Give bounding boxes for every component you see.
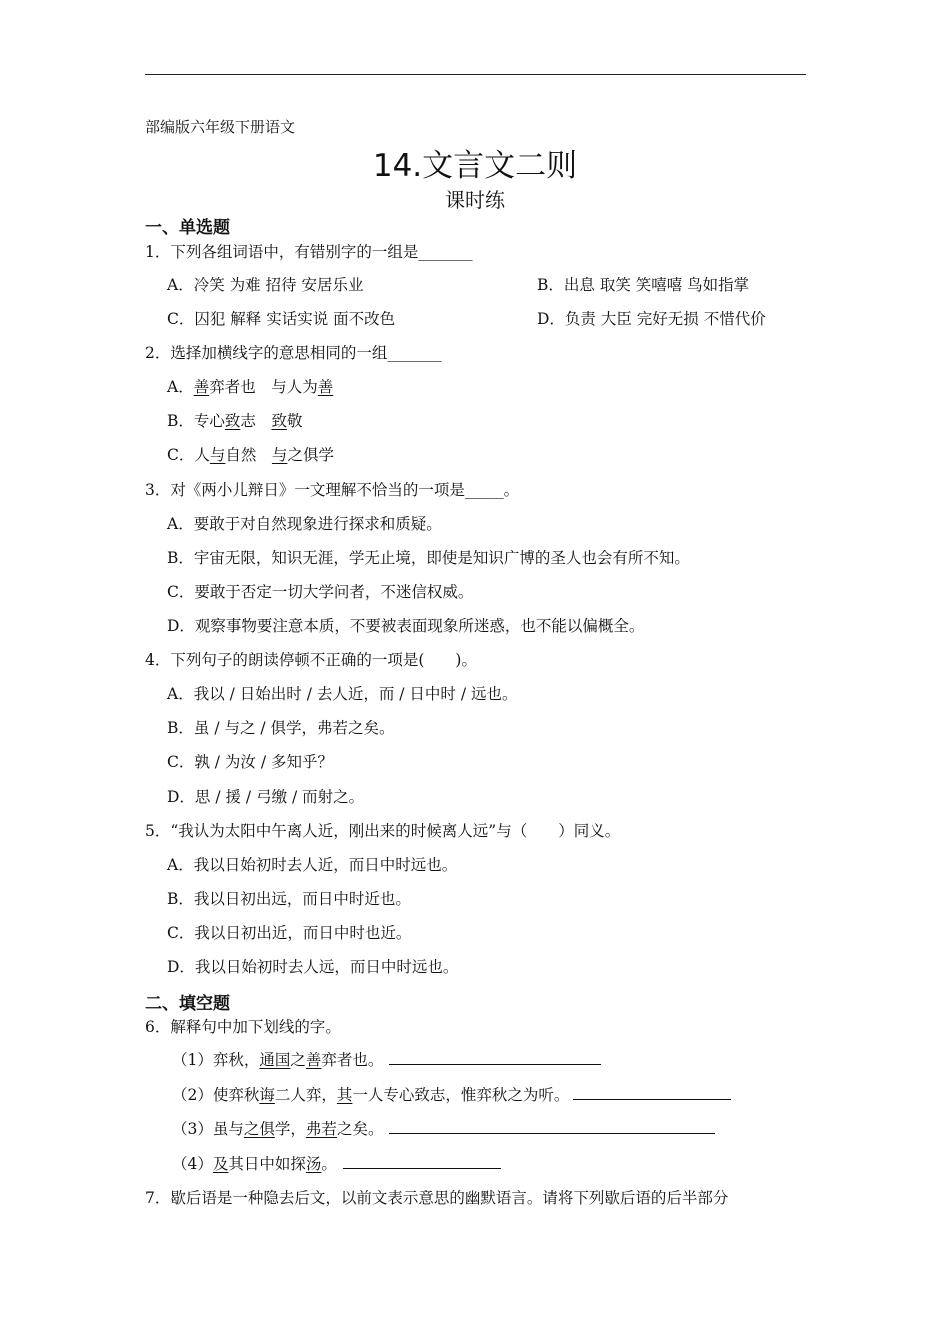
q4-option-c: C．孰 / 为汝 / 多知乎？ bbox=[167, 753, 334, 771]
underlined-char: 及 bbox=[212, 1155, 229, 1173]
q2-option-a bbox=[167, 375, 333, 397]
q3-option-d: D．观察事物要注意本质，不要被表面现象所迷惑，也不能以偏概全。 bbox=[167, 617, 645, 635]
q1-option-c: C．囚犯 解释 实话实说 面不改色 bbox=[167, 310, 396, 328]
option-text: 专心 bbox=[193, 412, 225, 430]
series-label: 部编版六年级下册语文 bbox=[145, 118, 296, 136]
answer-blank[interactable] bbox=[389, 1119, 715, 1134]
page-subtitle: 课时练 bbox=[445, 188, 505, 212]
underlined-char: 诲 bbox=[259, 1086, 275, 1104]
q2-option-c bbox=[167, 443, 334, 465]
question-7 bbox=[145, 1186, 728, 1208]
q3-option-c: C．要敢于否定一切大学问者，不迷信权威。 bbox=[167, 583, 474, 601]
q5-option-c: C．我以日初出近，而日中时也近。 bbox=[167, 924, 412, 942]
q6-item-2 bbox=[172, 1083, 731, 1105]
q3-option-b: B．宇宙无限，知识无涯，学无止境，即使是知识广博的圣人也会有所不知。 bbox=[167, 549, 690, 567]
item-text: 二人弈， bbox=[274, 1086, 337, 1104]
option-text: 敬 bbox=[286, 412, 303, 430]
underlined-char: 俱 bbox=[259, 1120, 275, 1138]
answer-blank[interactable] bbox=[343, 1154, 501, 1169]
underlined-char: 汤 bbox=[305, 1155, 322, 1173]
item-text: 。 bbox=[321, 1155, 337, 1173]
q6-item-1 bbox=[172, 1048, 601, 1070]
item-text: 之矣。 bbox=[336, 1120, 384, 1138]
item-text: 弈者也。 bbox=[321, 1051, 384, 1069]
section-heading-fill-blank: 二、填空题 bbox=[145, 994, 230, 1014]
question-stem: 对《两小儿辩日》一文理解不恰当的一项是_____。 bbox=[170, 481, 520, 499]
q4-option-d: D．思 / 援 / 弓缴 / 而射之。 bbox=[167, 788, 365, 806]
item-text: （4） bbox=[172, 1155, 213, 1173]
section-heading-single-choice: 一、单选题 bbox=[145, 218, 230, 238]
question-5 bbox=[145, 819, 620, 841]
question-number: 6． bbox=[145, 1018, 171, 1036]
underlined-char: 弗若 bbox=[305, 1120, 337, 1138]
q1-option-d: D．负责 大臣 完好无损 不惜代价 bbox=[537, 310, 766, 328]
option-text: 人 bbox=[194, 446, 210, 464]
q6-item-4 bbox=[172, 1152, 501, 1174]
option-text: 之俱学 bbox=[287, 446, 334, 464]
underlined-char: 致 bbox=[224, 412, 241, 430]
question-number: 3． bbox=[145, 481, 171, 499]
option-text: 自然 bbox=[225, 446, 272, 464]
question-number: 4． bbox=[145, 651, 171, 669]
answer-blank[interactable] bbox=[573, 1085, 731, 1100]
underlined-char: 通国 bbox=[259, 1051, 291, 1069]
q4-option-a: A．我以 / 日始出时 / 去人近，而 / 日中时 / 远也。 bbox=[167, 685, 518, 703]
item-text: （1）弈秋， bbox=[172, 1051, 260, 1069]
answer-blank[interactable] bbox=[389, 1050, 601, 1065]
option-text: 志 bbox=[240, 412, 272, 430]
question-1 bbox=[145, 240, 473, 262]
item-text: （2）使弈秋 bbox=[172, 1086, 260, 1104]
question-number: 7． bbox=[145, 1189, 171, 1207]
q6-item-3 bbox=[172, 1117, 715, 1139]
question-2 bbox=[145, 341, 442, 363]
header-rule bbox=[145, 74, 806, 75]
question-number: 2． bbox=[145, 344, 171, 362]
option-text: 弈者也 与人为 bbox=[209, 378, 318, 396]
item-text: 一人专心致志，惟弈秋之为听。 bbox=[352, 1086, 570, 1104]
item-text: 学， bbox=[274, 1120, 306, 1138]
item-text: 其日中如探 bbox=[228, 1155, 306, 1173]
q2-option-b bbox=[167, 409, 302, 431]
question-stem: 解释句中加下划线的字。 bbox=[170, 1018, 341, 1036]
question-stem: “我认为太阳中午离人近，刚出来的时候离人远”与（ ）同义。 bbox=[170, 822, 621, 840]
option-label: A． bbox=[167, 378, 194, 396]
item-text: 之 bbox=[290, 1051, 306, 1069]
q5-option-d: D．我以日始初时去人远，而日中时远也。 bbox=[167, 958, 459, 976]
underlined-char: 善 bbox=[305, 1051, 322, 1069]
q1-option-a: A．冷笑 为难 招待 安居乐业 bbox=[167, 276, 364, 294]
q5-option-a: A．我以日始初时去人近，而日中时远也。 bbox=[167, 856, 458, 874]
q1-option-b: B．出息 取笑 笑嘻嘻 鸟如指掌 bbox=[537, 276, 750, 294]
question-number: 5． bbox=[145, 822, 171, 840]
underlined-char: 善 bbox=[317, 378, 334, 396]
q5-option-b: B．我以日初出远，而日中时近也。 bbox=[167, 890, 411, 908]
q3-option-a: A．要敢于对自然现象进行探求和质疑。 bbox=[167, 515, 442, 533]
question-stem: 下列各组词语中，有错别字的一组是_______ bbox=[170, 243, 473, 261]
option-label: C． bbox=[167, 446, 195, 464]
underlined-char: 其 bbox=[336, 1086, 353, 1104]
underlined-char: 与 bbox=[209, 446, 226, 464]
underlined-char: 致 bbox=[271, 412, 287, 430]
question-6 bbox=[145, 1015, 341, 1037]
underlined-char: 之 bbox=[243, 1120, 260, 1138]
question-stem: 歇后语是一种隐去后文，以前文表示意思的幽默语言。请将下列歇后语的后半部分 bbox=[170, 1189, 729, 1207]
q4-option-b: B．虽 / 与之 / 俱学，弗若之矣。 bbox=[167, 719, 395, 737]
underlined-char: 与 bbox=[271, 446, 288, 464]
question-3 bbox=[145, 478, 519, 500]
question-number: 1． bbox=[145, 243, 171, 261]
option-label: B． bbox=[167, 412, 194, 430]
item-text: （3）虽与 bbox=[172, 1120, 244, 1138]
underlined-char: 善 bbox=[193, 378, 210, 396]
question-stem: 下列句子的朗读停顿不正确的一项是( )。 bbox=[170, 651, 477, 669]
question-stem: 选择加横线字的意思相同的一组_______ bbox=[170, 344, 442, 362]
page-title: 14.文言文二则 bbox=[372, 148, 578, 184]
question-4 bbox=[145, 648, 477, 670]
